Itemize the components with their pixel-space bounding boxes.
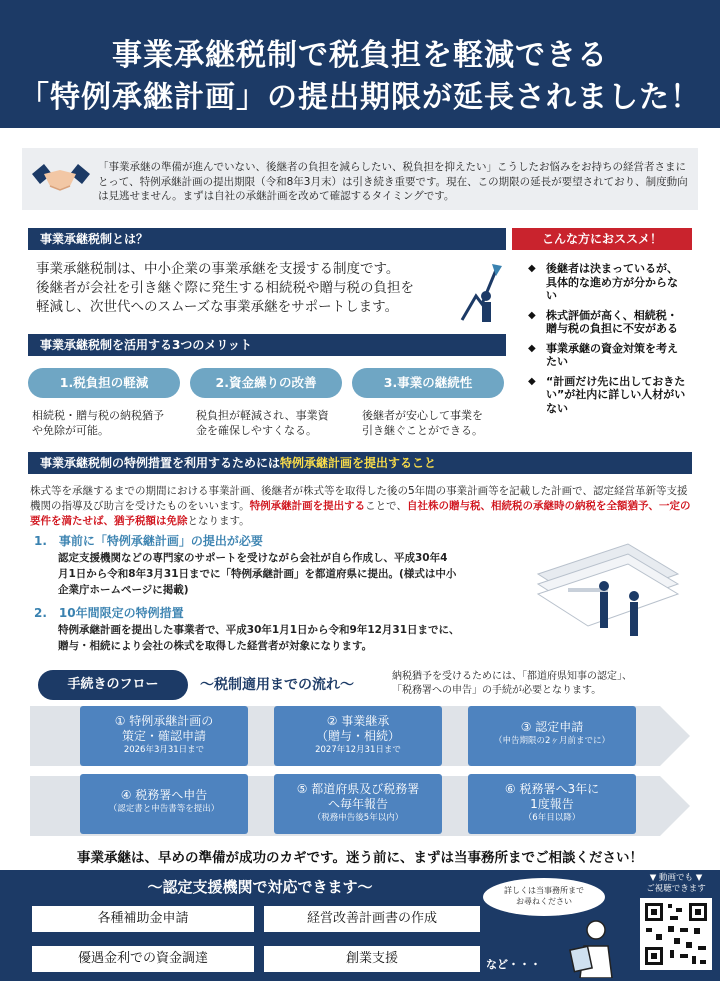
main-title-line2: 「特例承継計画」の提出期限が延長されました！ xyxy=(19,80,701,115)
merit-desc-line: 金を確保しやすくなる。 xyxy=(196,424,317,437)
special-text: 株式等を承継するまでの期間における事業計画、後継者が株式等を取得した後の5年間の事業計画等を記載した計画で、認定経営革新等支援機関の指導及び助言を受けたものをいいます。 xyxy=(30,485,688,512)
merit-pill-3: 3.事業の継続性 xyxy=(352,368,504,398)
step-main: 1度報告 xyxy=(530,797,574,811)
merit-desc-line: 引き継ぐことができる。 xyxy=(362,424,483,437)
recommend-item: ◆ 後継者は決まっているが、具体的な進め方が分からない xyxy=(528,262,688,303)
person-tablet-icon xyxy=(560,916,630,978)
section-heading-what-is: 事業承継税制とは？ xyxy=(28,228,506,250)
what-is-line: 事業承継税制は、中小企業の事業承継を支援する制度です。 xyxy=(36,261,400,277)
flow-step-5 xyxy=(274,774,442,834)
special-heading-highlight: 特例承継計画を提出すること xyxy=(280,456,437,470)
service-improvement-plan: 経営改善計画書の作成 xyxy=(264,906,480,932)
special-red-text: 自社株の贈与税、相続税の承継時の納税を全額猶予、一定の要件を満たせば、猶予税額は免除 xyxy=(30,500,691,527)
point2-line: 贈与・相続により会社の株式を取得した経営者が対象になります。 xyxy=(58,640,373,652)
special-text: となります。 xyxy=(187,515,250,527)
documents-illustration-icon xyxy=(528,534,694,648)
point1-title: 1. 事前に「特例承継計画」の提出が必要 xyxy=(34,534,263,548)
merit-desc-line: や免除が可能。 xyxy=(32,424,109,437)
merit-pill-2: 2.資金繰りの改善 xyxy=(190,368,342,398)
service-financing: 優遇金利での資金調達 xyxy=(32,946,254,972)
point1-body xyxy=(58,550,508,598)
point1-line: 月1日から令和8年3月31日までに「特例承継計画」を都道府県に提出。(様式は中小 xyxy=(58,568,457,580)
step-sub: （認定書と申告書等を提出） xyxy=(108,804,220,814)
step-sub: （税務申告後5年以内） xyxy=(312,813,404,823)
section-heading-merits: 事業承継税制を活用する3つのメリット xyxy=(28,334,506,356)
main-title-line1: 事業承継税制で税負担を軽減できる xyxy=(112,38,608,73)
merit-pill-1: 1.税負担の軽減 xyxy=(28,368,180,398)
footer-title: ～認定支援機関で対応できます～ xyxy=(147,878,373,896)
what-is-line: 後継者が会社を引き継ぐ際に発生する相続税や贈与税の負担を xyxy=(36,280,414,296)
section-heading-special xyxy=(28,452,692,474)
header-banner xyxy=(0,0,720,128)
merit-desc-1 xyxy=(32,408,182,438)
merit-desc-line: 相続税・贈与税の納税猶予 xyxy=(32,409,164,422)
qr-label-line: ご視聴できます xyxy=(646,884,706,894)
step-main: 策定・確認申請 xyxy=(121,729,206,743)
service-startup: 創業支援 xyxy=(264,946,480,972)
special-paragraph xyxy=(30,484,694,529)
step-sub: 2026年3月31日まで xyxy=(123,745,205,755)
bubble-line: 詳しくは当事務所まで xyxy=(504,886,584,895)
step-main: ④ 税務署へ申告 xyxy=(120,788,208,802)
flow-step-2 xyxy=(274,706,442,766)
etc-text: など・・・ xyxy=(486,958,541,971)
step-main: ⑥ 税務署へ3年に xyxy=(504,782,600,796)
flow-note-line: 納税猶予を受けるためには、「都道府県知事の認定」、 xyxy=(392,671,632,682)
step-main: ③ 認定申請 xyxy=(520,720,584,734)
point1-line: 認定支援機関などの専門家のサポートを受けながら会社が自ら作成し、平成30年4 xyxy=(58,552,448,564)
special-text: ことで、 xyxy=(365,500,407,512)
step-sub: （申告期限の2ヶ月前までに） xyxy=(494,736,610,746)
point2-line: 特例承継計画を提出した事業者で、平成30年1月1日から令和9年12月31日までに、 xyxy=(58,624,460,636)
intro-text: 「事業承継の準備が進んでいない、後継者の負担を減らしたい、税負担を抑えたい」こうしたお悩みをお持ちの経営者さまにとって、特例承継計画の提出期限（令和8年3月末）は引き続き重要です。現在、この期限の延長が要望されており、制度動向は見逃せません。まずは自社の承継計画を改めて確認するタイミングです。 xyxy=(98,161,688,202)
recommend-item: ◆ 事業承継の資金対策を考えたい xyxy=(528,342,688,369)
qr-label-line: ▼ 動画でも ▼ xyxy=(649,873,703,883)
flow-step-4 xyxy=(80,774,248,834)
merit-desc-3 xyxy=(362,408,512,438)
flow-step-6 xyxy=(468,774,636,834)
merit-desc-line: 税負担が軽減され、事業資 xyxy=(196,409,329,422)
flow-note xyxy=(392,670,712,698)
flow-subtitle: ～税制適用までの流れ～ xyxy=(200,677,354,693)
handshake-icon xyxy=(30,160,92,200)
step-main: （贈与・相続） xyxy=(315,729,400,743)
flow-note-line: 「税務署への申告」の手続が必要となります。 xyxy=(392,685,602,696)
flow-step-1 xyxy=(80,706,248,766)
special-red-text: 特例承継計画を提出する xyxy=(249,500,366,512)
section-heading-recommend: こんな方におススメ！ xyxy=(512,228,692,250)
point1-line: 企業庁ホームページに掲載) xyxy=(58,584,189,596)
point2-body xyxy=(58,622,508,654)
flow-step-3 xyxy=(468,706,636,766)
point2-title: 2. 10年間限定の特例措置 xyxy=(34,606,184,620)
flow-title-pill: 手続きのフロー xyxy=(38,670,188,700)
what-is-line: 軽減し、次世代へのスムーズな事業承継をサポートします。 xyxy=(36,299,399,315)
qr-code-icon[interactable] xyxy=(640,898,712,970)
special-heading-text: 事業承継税制の特例措置を利用するためには xyxy=(40,456,281,470)
recommend-item: ◆ “計画だけ先に出しておきたい”が社内に詳しい人材がいない xyxy=(528,375,688,416)
contact-bubble xyxy=(483,878,605,916)
merit-desc-line: 後継者が安心して事業を xyxy=(362,409,483,422)
step-sub: 2027年12月31日まで xyxy=(315,745,401,755)
step-main: へ毎年報告 xyxy=(327,797,388,811)
businessman-arrow-icon xyxy=(458,256,504,326)
step-main: ② 事業継承 xyxy=(326,714,390,728)
step-sub: （6年目以降） xyxy=(523,813,581,823)
recommend-item: ◆ 株式評価が高く、相続税・贈与税の負担に不安がある xyxy=(528,309,688,336)
step-main: ⑤ 都道府県及び税務署 xyxy=(296,782,420,796)
bubble-line: お尋ねください xyxy=(516,897,572,906)
qr-label xyxy=(636,873,716,895)
merit-desc-2 xyxy=(196,408,346,438)
closing-message: 事業承継は、早めの準備が成功のカギです。迷う前に、まずは当事務所までご相談ください！ xyxy=(77,850,643,866)
service-subsidy: 各種補助金申請 xyxy=(32,906,254,932)
step-main: ① 特例承継計画の xyxy=(114,714,214,728)
what-is-body xyxy=(36,260,476,317)
recommend-list xyxy=(528,262,688,421)
